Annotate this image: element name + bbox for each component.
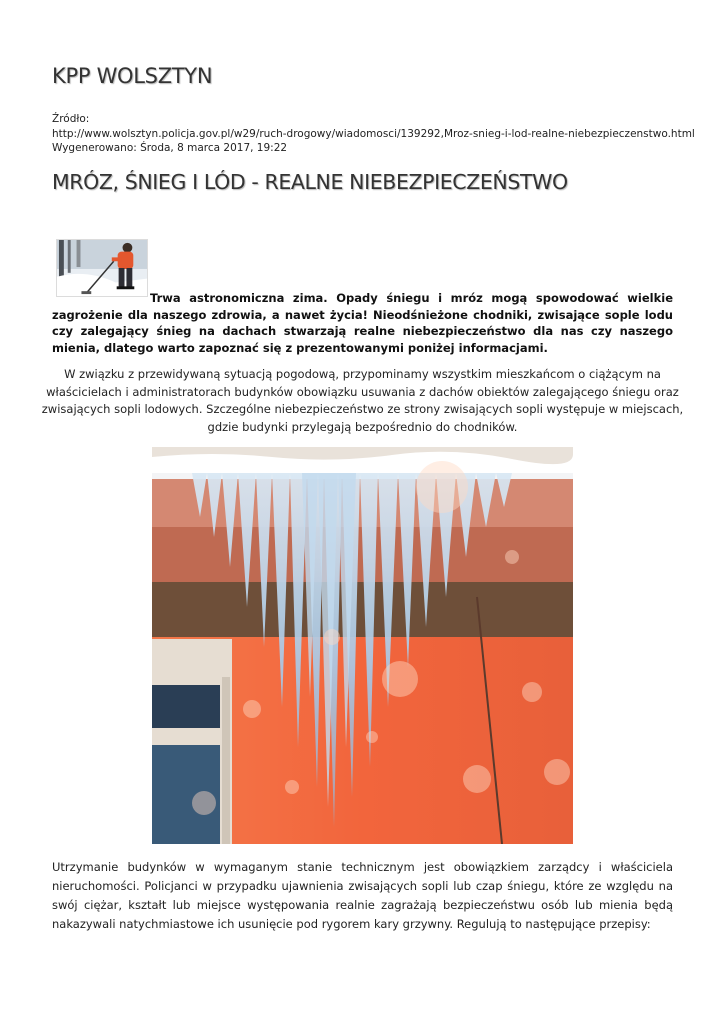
source-label: Źródło:: [52, 113, 90, 125]
paragraph-regulations: Utrzymanie budynków w wymaganym stanie technicznym jest obowiązkiem zarządcy i właściciela nieruchomości. Policjanci w przypadku ujawnienia zwisających sopli lub czap śniegu, które ze względu na swój ciężar, kształt lub miejsce występowania realnie zagrażają bezpieczeństwu osób lub mienia będą nakazywali natychmiastowe ich usunięcie pod rygorem kary grzywny. Regulują to następujące przepisy:: [52, 860, 673, 931]
site-title: KPP WOLSZTYN: [52, 64, 213, 88]
snow-shoveling-thumbnail: [56, 239, 148, 297]
icicles-photo: [152, 447, 573, 844]
article-title: MRÓZ, ŚNIEG I LÓD - REALNE NIEBEZPIECZEŃSTWO: [52, 170, 568, 194]
generated-date: Wygenerowano: Środa, 8 marca 2017, 19:22: [52, 142, 288, 154]
document-meta: [52, 112, 695, 156]
paragraph-obligations: W związku z przewidywaną sytuacją pogodową, przypominamy wszystkim mieszkańcom o ciążącym na właścicielach i administratorach budynków obowiązku usuwania z dachów obiektów zalegającego śniegu oraz zwisających sopli lodowych. Szczególne niebezpieczeństwo ze strony zwisających sopli występuje w miejscach, gdzie budynki przylegają bezpośrednio do chodników.: [41, 367, 684, 434]
lead-paragraph: [52, 290, 673, 356]
source-url[interactable]: http://www.wolsztyn.policja.gov.pl/w29/ruch-drogowy/wiadomosci/139292,Mroz-snieg-i-lod-realne-niebezpieczenstwo.html: [52, 127, 695, 140]
lead-text: Trwa astronomiczna zima. Opady śniegu i mróz mogą spowodować wielkie zagrożenie dla naszego zdrowia, a nawet życia! Nieodśnieżone chodniki, zwisające sople lodu czy zalegający śnieg na dachach stwarzają realne niebezpieczeństwo dla nas czy naszego mienia, dlatego warto zapoznać się z prezentowanymi poniżej informacjami.: [52, 291, 673, 355]
